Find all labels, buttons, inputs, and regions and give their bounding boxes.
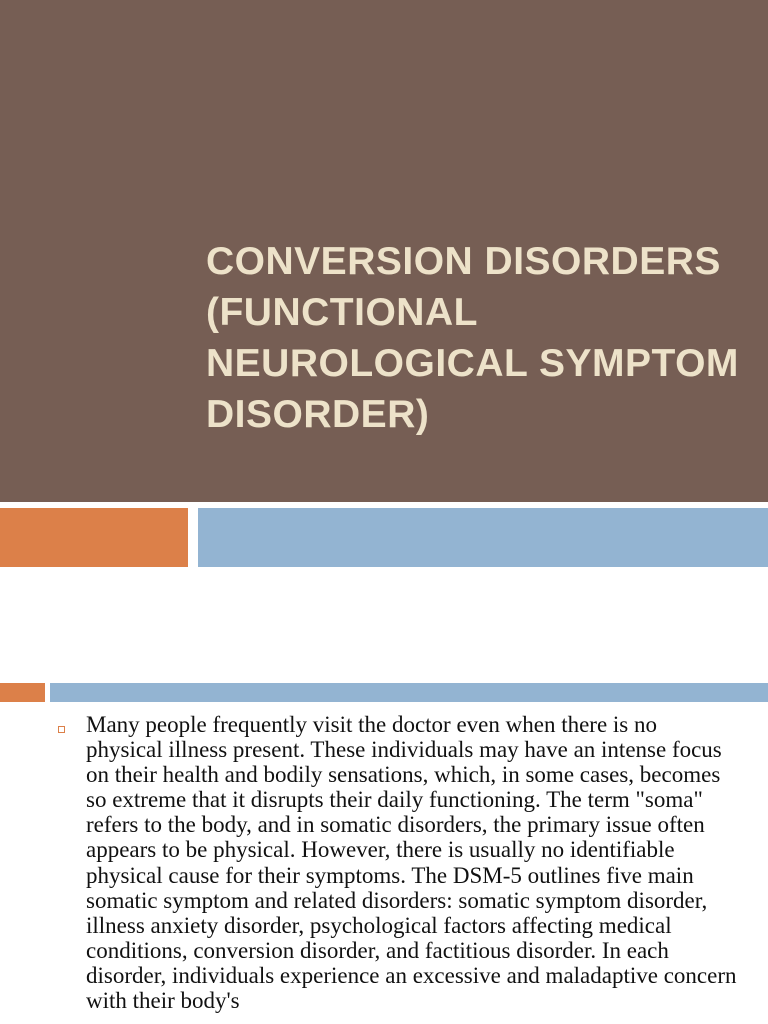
- accent-bar-orange: [0, 508, 188, 567]
- header-strip-blue: [50, 683, 768, 702]
- accent-bar-blue: [198, 508, 768, 567]
- bullet-text: Many people frequently visit the doctor even when there is no physical illness present. These individuals may have an intense focus on their health and bodily sensations, which, in some cases, becomes so extreme that it disrupts their daily functioning. The term "soma" refers to the body, and in somatic disorders, the primary issue often appears to be physical. However, there is usually no identifiable physical cause for their symptoms. The DSM-5 outlines five main somatic symptom and related disorders: somatic symptom disorder, illness anxiety disorder, psychological factors affecting medical conditions, conversion disorder, and factitious disorder. In each disorder, individuals experience an excessive and maladaptive concern with their body's: [86, 712, 737, 1014]
- title-panel: [0, 0, 768, 502]
- header-strip-orange: [0, 683, 45, 702]
- square-bullet-icon: [58, 726, 65, 733]
- slide-title: CONVERSION DISORDERS (FUNCTIONAL NEUROLOGICAL SYMPTOM DISORDER): [206, 240, 739, 436]
